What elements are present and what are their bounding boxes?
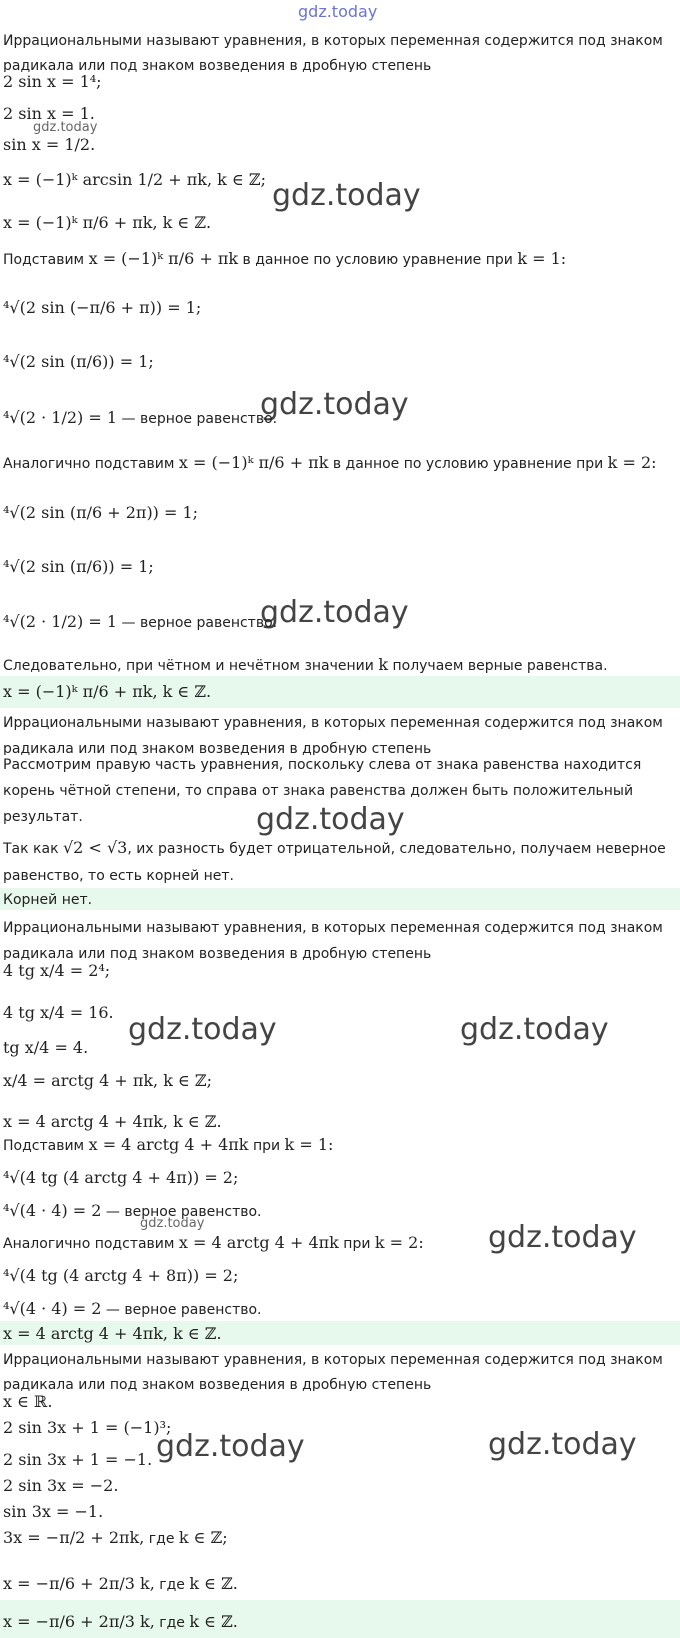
formula: k [378,655,389,674]
text-fragment: , их разность будет отрицательной, следовательно, получаем неверное [127,841,666,857]
definition-text: Иррациональными называют уравнения, в которых переменная содержится под знаком [3,33,663,49]
text-fragment: Подставим [3,1138,85,1154]
text-fragment: где [159,1577,185,1593]
formula: x = (−1)ᵏ π/6 + πk [88,249,239,268]
answer-line: Корней нет. [3,892,93,908]
formula: 3x = −π/2 + 2πk, [3,1528,145,1547]
definition-text-cut: радикала или под знаком возведения в дробную степень [3,58,432,72]
watermark: gdz.today [272,178,421,213]
formula: x = −π/6 + 2π/3 k, [3,1574,155,1593]
formula: x = −π/6 + 2π/3 k, [3,1612,155,1631]
paragraph-text: равенство, то есть корней нет. [3,868,234,884]
check-line [0,1203,680,1220]
math-line: ⁴√(2 sin (π/6 + 2π)) = 1; [3,503,199,522]
math-line: tg x/4 = 4. [3,1038,89,1057]
formula: k = 2: [374,1233,424,1252]
substitution-line [0,1235,680,1252]
math-line: 2 sin x = 1. [3,104,95,123]
substitution-line [0,455,680,472]
watermark: gdz.today [156,1429,305,1464]
formula: k = 1: [284,1135,334,1154]
text-fragment: Следовательно, при чётном и нечётном значении [3,658,374,674]
math-line: sin x = 1/2. [3,135,96,154]
watermark: gdz.today [260,387,409,422]
text-fragment: при [343,1236,371,1252]
math-line: 2 sin 3x = −2. [3,1476,119,1495]
paragraph-line [0,840,680,857]
definition-text-cut: радикала или под знаком возведения в дробную степень [3,741,432,755]
formula: √2 < √3 [62,838,128,857]
math-line: ⁴√(2 sin (−π/6 + π)) = 1; [3,298,202,317]
text-fragment: — верное равенство. [121,615,278,631]
formula: ⁴√(2 · 1/2) = 1 [3,408,118,427]
formula: k ∈ ℤ. [189,1612,238,1631]
answer-line: x = (−1)ᵏ π/6 + πk, k ∈ ℤ. [3,682,212,701]
text-fragment: Аналогично подставим [3,1236,175,1252]
substitution-line [0,251,680,268]
text-fragment: где [148,1531,175,1547]
math-line: ⁴√(4 tg (4 arctg 4 + 8π)) = 2; [3,1266,239,1285]
math-line: x = (−1)ᵏ π/6 + πk, k ∈ ℤ. [3,213,212,232]
watermark: gdz.today [488,1220,637,1255]
math-line: 2 sin 3x + 1 = (−1)³; [3,1418,172,1437]
watermark: gdz.today [128,1012,277,1047]
definition-text: Иррациональными называют уравнения, в которых переменная содержится под знаком [3,920,663,936]
text-fragment: где [159,1615,185,1631]
check-line [0,1301,680,1318]
text-fragment: — верное равенство. [105,1204,262,1220]
conclusion-line [0,657,680,674]
formula: x = 4 arctg 4 + 4πk [88,1135,249,1154]
formula: k ∈ ℤ. [189,1574,238,1593]
paragraph-text: корень чётной степени, то справа от знака равенства должен быть положительный [3,783,634,799]
formula: ⁴√(4 · 4) = 2 [3,1201,102,1220]
definition-text-cut: радикала или под знаком возведения в дробную степень [3,1377,432,1391]
text-fragment: в данное по условию уравнение при [332,456,604,472]
math-line: 4 tg x/4 = 2⁴; [3,961,111,980]
answer-line [0,1614,680,1631]
math-line: ⁴√(2 sin (π/6)) = 1; [3,352,154,371]
math-line: 2 sin 3x + 1 = −1. [3,1450,153,1469]
watermark: gdz.today [140,1216,205,1231]
watermark: gdz.today [460,1012,609,1047]
math-line: 2 sin x = 1⁴; [3,72,102,91]
watermark: gdz.today [488,1427,637,1462]
text-fragment: при [252,1138,281,1154]
formula: ⁴√(4 · 4) = 2 [3,1299,102,1318]
text-fragment: Так как [3,841,59,857]
formula: x = 4 arctg 4 + 4πk [178,1233,339,1252]
check-line [0,614,680,631]
math-line: sin 3x = −1. [3,1502,104,1521]
math-text-line [0,1576,680,1593]
formula: k ∈ ℤ; [178,1528,228,1547]
text-fragment: получаем верные равенства. [392,658,608,674]
watermark: gdz.today [298,2,378,21]
text-fragment: — верное равенство. [105,1302,262,1318]
definition-text: Иррациональными называют уравнения, в которых переменная содержится под знаком [3,1352,663,1368]
check-line [0,410,680,427]
paragraph-text: Рассмотрим правую часть уравнения, поскольку слева от знака равенства находится [3,757,642,773]
math-line: x ∈ ℝ. [3,1392,53,1411]
watermark: gdz.today [33,120,98,135]
definition-text-cut: радикала или под знаком возведения в дробную степень [3,946,432,960]
formula: ⁴√(2 · 1/2) = 1 [3,612,118,631]
watermark: gdz.today [256,802,405,837]
math-text-line [0,1530,680,1547]
formula: x = (−1)ᵏ π/6 + πk [178,453,329,472]
definition-text: Иррациональными называют уравнения, в которых переменная содержится под знаком [3,715,663,731]
text-fragment: в данное по условию уравнение при [242,252,513,268]
math-line: x = (−1)ᵏ arcsin 1/2 + πk, k ∈ ℤ; [3,170,266,189]
text-fragment: Подставим [3,252,85,268]
math-line: ⁴√(4 tg (4 arctg 4 + 4π)) = 2; [3,1168,239,1187]
text-fragment: — верное равенство. [121,411,278,427]
substitution-line [0,1137,680,1154]
answer-line: x = 4 arctg 4 + 4πk, k ∈ ℤ. [3,1324,222,1343]
watermark: gdz.today [260,595,409,630]
paragraph-text: результат. [3,809,83,825]
formula: k = 1: [517,249,567,268]
math-line: x = 4 arctg 4 + 4πk, k ∈ ℤ. [3,1112,222,1131]
math-line: 4 tg x/4 = 16. [3,1003,114,1022]
formula: k = 2: [607,453,657,472]
text-fragment: Аналогично подставим [3,456,175,472]
math-line: ⁴√(2 sin (π/6)) = 1; [3,557,154,576]
math-line: x/4 = arctg 4 + πk, k ∈ ℤ; [3,1071,212,1090]
